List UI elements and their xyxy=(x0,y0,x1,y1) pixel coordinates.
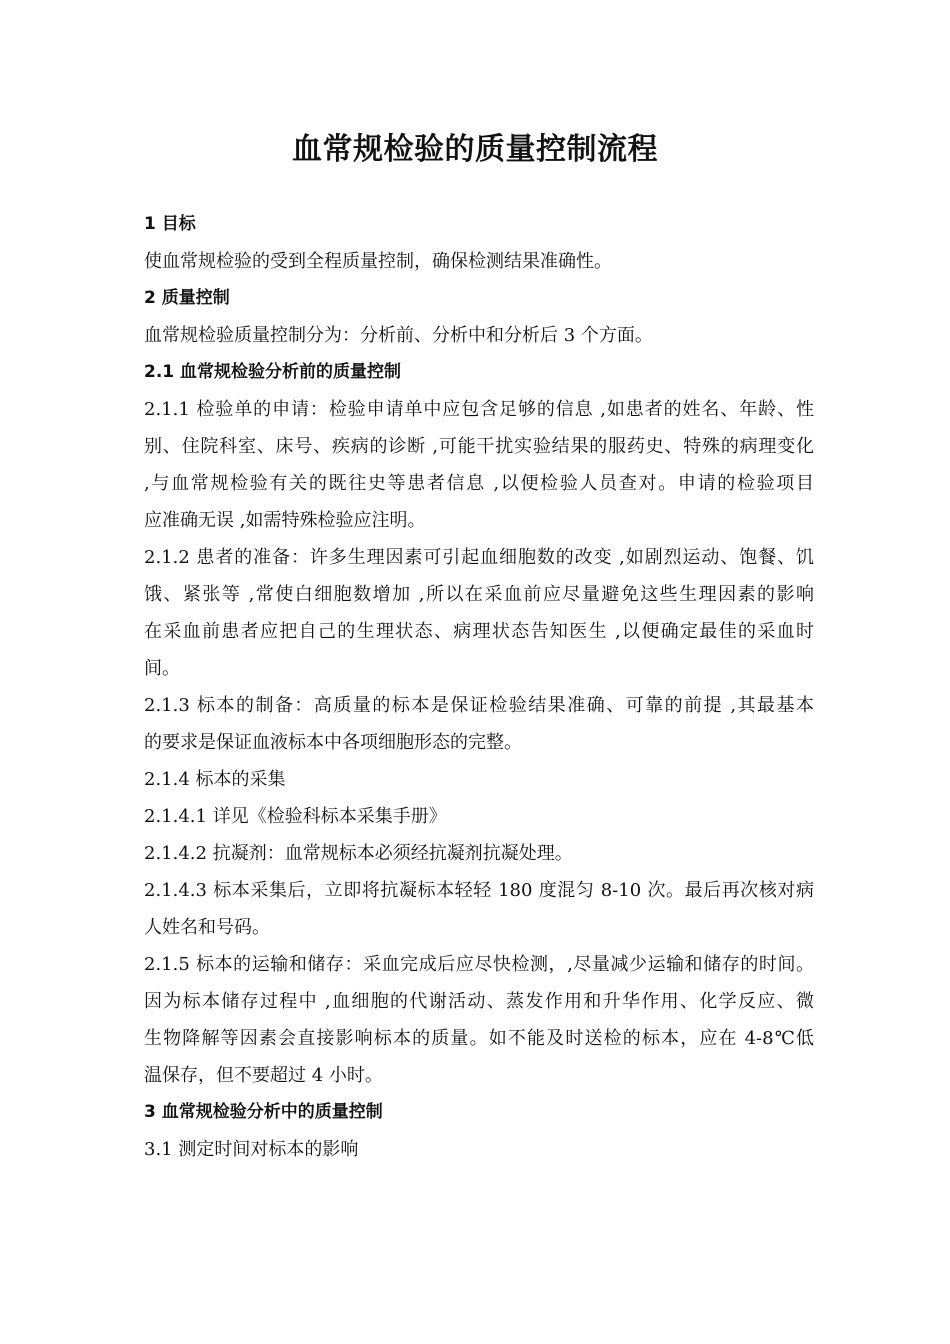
section-heading: 3 血常规检验分析中的质量控制 xyxy=(144,1102,383,1122)
section-heading: 1 目标 xyxy=(144,214,196,234)
paragraph-line: 的要求是保证血液标本中各项细胞形态的完整。 xyxy=(144,732,522,753)
section-heading: 2.1 血常规检验分析前的质量控制 xyxy=(144,362,402,382)
paragraph-line: 2.1.5 标本的运输和储存：采血完成后应尽快检测，,尽量减少运输和储存的时间。 xyxy=(144,954,814,975)
paragraph-line: 2.1.4.1 详见《检验科标本采集手册》 xyxy=(144,806,447,827)
paragraph-line: 间。 xyxy=(144,658,180,679)
document-body xyxy=(144,206,814,1168)
paragraph-line: 2.1.4.3 标本采集后，立即将抗凝标本轻轻 180 度混匀 8-10 次。最后再次核对病 xyxy=(144,880,814,901)
paragraph-line: 血常规检验质量控制分为：分析前、分析中和分析后 3 个方面。 xyxy=(144,325,653,346)
paragraph-line: 3.1 测定时间对标本的影响 xyxy=(144,1139,359,1160)
paragraph-line: 人姓名和号码。 xyxy=(144,917,270,938)
paragraph-line: 使血常规检验的受到全程质量控制，确保检测结果准确性。 xyxy=(144,251,612,272)
paragraph-line: 2.1.1 检验单的申请：检验申请单中应包含足够的信息 ,如患者的姓名、年龄、性 xyxy=(144,399,814,420)
paragraph-line: 2.1.3 标本的制备：高质量的标本是保证检验结果准确、可靠的前提 ,其最基本 xyxy=(144,695,814,716)
paragraph-line: 温保存，但不要超过 4 小时。 xyxy=(144,1065,383,1086)
paragraph-line: 2.1.2 患者的准备：许多生理因素可引起血细胞数的改变 ,如剧烈运动、饱餐、饥 xyxy=(144,547,814,568)
paragraph-line: 因为标本储存过程中 ,血细胞的代谢活动、蒸发作用和升华作用、化学反应、微 xyxy=(144,991,814,1012)
document-title: 血常规检验的质量控制流程 xyxy=(292,132,658,167)
section-heading: 2 质量控制 xyxy=(144,288,230,308)
paragraph-line: 2.1.4.2 抗凝剂：血常规标本必须经抗凝剂抗凝处理。 xyxy=(144,843,573,864)
paragraph-line: 在采血前患者应把自己的生理状态、病理状态告知医生 ,以便确定最佳的采血时 xyxy=(144,621,814,642)
paragraph-line: ,与血常规检验有关的既往史等患者信息 ,以便检验人员查对。申请的检验项目 xyxy=(144,473,814,494)
paragraph-line: 别、住院科室、床号、疾病的诊断 ,可能干扰实验结果的服药史、特殊的病理变化 xyxy=(144,436,814,457)
paragraph-line: 应准确无误 ,如需特殊检验应注明。 xyxy=(144,510,426,531)
paragraph-line: 生物降解等因素会直接影响标本的质量。如不能及时送检的标本，应在 4-8℃低 xyxy=(144,1028,814,1049)
paragraph-line: 饿、紧张等 ,常使白细胞数增加 ,所以在采血前应尽量避免这些生理因素的影响 xyxy=(144,584,814,605)
paragraph-line: 2.1.4 标本的采集 xyxy=(144,769,286,790)
